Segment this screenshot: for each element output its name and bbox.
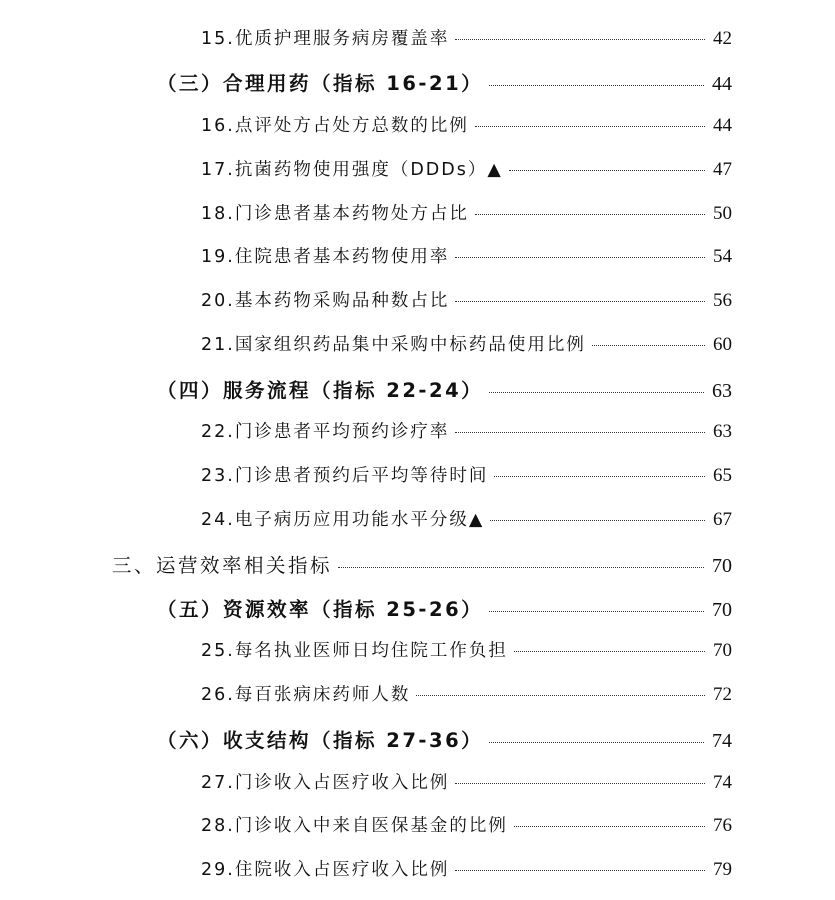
toc-entry[interactable] [201, 287, 732, 317]
toc-page-number: 63 [712, 380, 732, 402]
toc-page-number: 70 [713, 640, 732, 661]
toc-page-number: 74 [712, 730, 732, 752]
toc-page-number: 54 [713, 246, 732, 267]
toc-section-heading[interactable] [157, 725, 732, 755]
toc-section-label: （三）合理用药（指标 16-21） [157, 72, 484, 95]
toc-section-heading[interactable] [157, 594, 732, 624]
dot-leader [475, 126, 705, 127]
toc-entry[interactable] [201, 856, 732, 886]
dot-leader [490, 520, 705, 521]
toc-page-number: 60 [713, 334, 732, 355]
dot-leader [455, 870, 705, 871]
toc-page-number: 72 [713, 684, 732, 705]
toc-entry-label: 23.门诊患者预约后平均等待时间 [201, 466, 489, 486]
toc-entry-label: 19.住院患者基本药物使用率 [201, 247, 450, 267]
toc-page-number: 70 [712, 599, 732, 621]
toc-page-number: 76 [713, 815, 732, 836]
toc-entry[interactable] [201, 812, 732, 842]
toc-entry-label: 20.基本药物采购品种数占比 [201, 291, 450, 311]
toc-page-number: 65 [713, 465, 732, 486]
toc-section-label: （四）服务流程（指标 22-24） [157, 379, 484, 402]
toc-entry-label: 15.优质护理服务病房覆盖率 [201, 29, 450, 49]
toc-entry[interactable] [201, 200, 732, 230]
toc-chapter-heading[interactable] [112, 550, 732, 580]
toc-page-number: 44 [713, 115, 732, 136]
toc-page-number: 79 [713, 859, 732, 880]
toc-section-heading[interactable] [157, 375, 732, 405]
dot-leader [455, 783, 705, 784]
toc-entry-label: 29.住院收入占医疗收入比例 [201, 860, 450, 880]
toc-entry-label: 27.门诊收入占医疗收入比例 [201, 773, 450, 793]
dot-leader [514, 826, 705, 827]
dot-leader [475, 214, 705, 215]
dot-leader [455, 301, 705, 302]
dot-leader [592, 345, 705, 346]
toc-entry[interactable] [201, 331, 732, 361]
dot-leader [489, 392, 704, 393]
toc-entry-label: 22.门诊患者平均预约诊疗率 [201, 422, 450, 442]
toc-entry-label: 17.抗菌药物使用强度（DDDs）▲ [201, 160, 503, 180]
toc-page-number: 44 [712, 73, 732, 95]
dot-leader [455, 257, 705, 258]
toc-entry[interactable] [201, 506, 732, 536]
dot-leader [514, 651, 705, 652]
toc-page-number: 42 [713, 28, 732, 49]
toc-entry-label: 25.每名执业医师日均住院工作负担 [201, 641, 508, 661]
toc-entry[interactable] [201, 418, 732, 448]
toc-page-number: 67 [713, 509, 732, 530]
toc-page-number: 56 [713, 290, 732, 311]
dot-leader [416, 695, 705, 696]
toc-entry[interactable] [201, 25, 732, 55]
toc-entry[interactable] [201, 681, 732, 711]
toc-section-heading[interactable] [157, 68, 732, 98]
toc-entry-label: 18.门诊患者基本药物处方占比 [201, 204, 469, 224]
toc-entry-label: 26.每百张病床药师人数 [201, 685, 411, 705]
dot-leader [489, 85, 704, 86]
toc-entry[interactable] [201, 769, 732, 799]
toc-section-label: （五）资源效率（指标 25-26） [157, 598, 484, 621]
toc-page-number: 63 [713, 421, 732, 442]
toc-entry-label: 21.国家组织药品集中采购中标药品使用比例 [201, 335, 586, 355]
dot-leader [489, 611, 704, 612]
toc-entry-label: 28.门诊收入中来自医保基金的比例 [201, 816, 508, 836]
toc-chapter-label: 三、运营效率相关指标 [112, 554, 333, 577]
dot-leader [338, 567, 704, 568]
toc-entry-label: 16.点评处方占处方总数的比例 [201, 116, 469, 136]
toc-page-number: 47 [713, 159, 732, 180]
toc-page-number: 50 [713, 203, 732, 224]
dot-leader [509, 170, 705, 171]
dot-leader [455, 39, 705, 40]
toc-section-label: （六）收支结构（指标 27-36） [157, 729, 484, 752]
dot-leader [489, 742, 704, 743]
dot-leader [494, 476, 705, 477]
toc-entry[interactable] [201, 462, 732, 492]
toc-page-number: 74 [713, 772, 732, 793]
toc-entry[interactable] [201, 156, 732, 186]
toc-page-number: 70 [712, 555, 732, 577]
toc-entry-label: 24.电子病历应用功能水平分级▲ [201, 510, 485, 530]
toc-entry[interactable] [201, 243, 732, 273]
dot-leader [455, 432, 705, 433]
toc-entry[interactable] [201, 112, 732, 142]
toc-entry[interactable] [201, 637, 732, 667]
